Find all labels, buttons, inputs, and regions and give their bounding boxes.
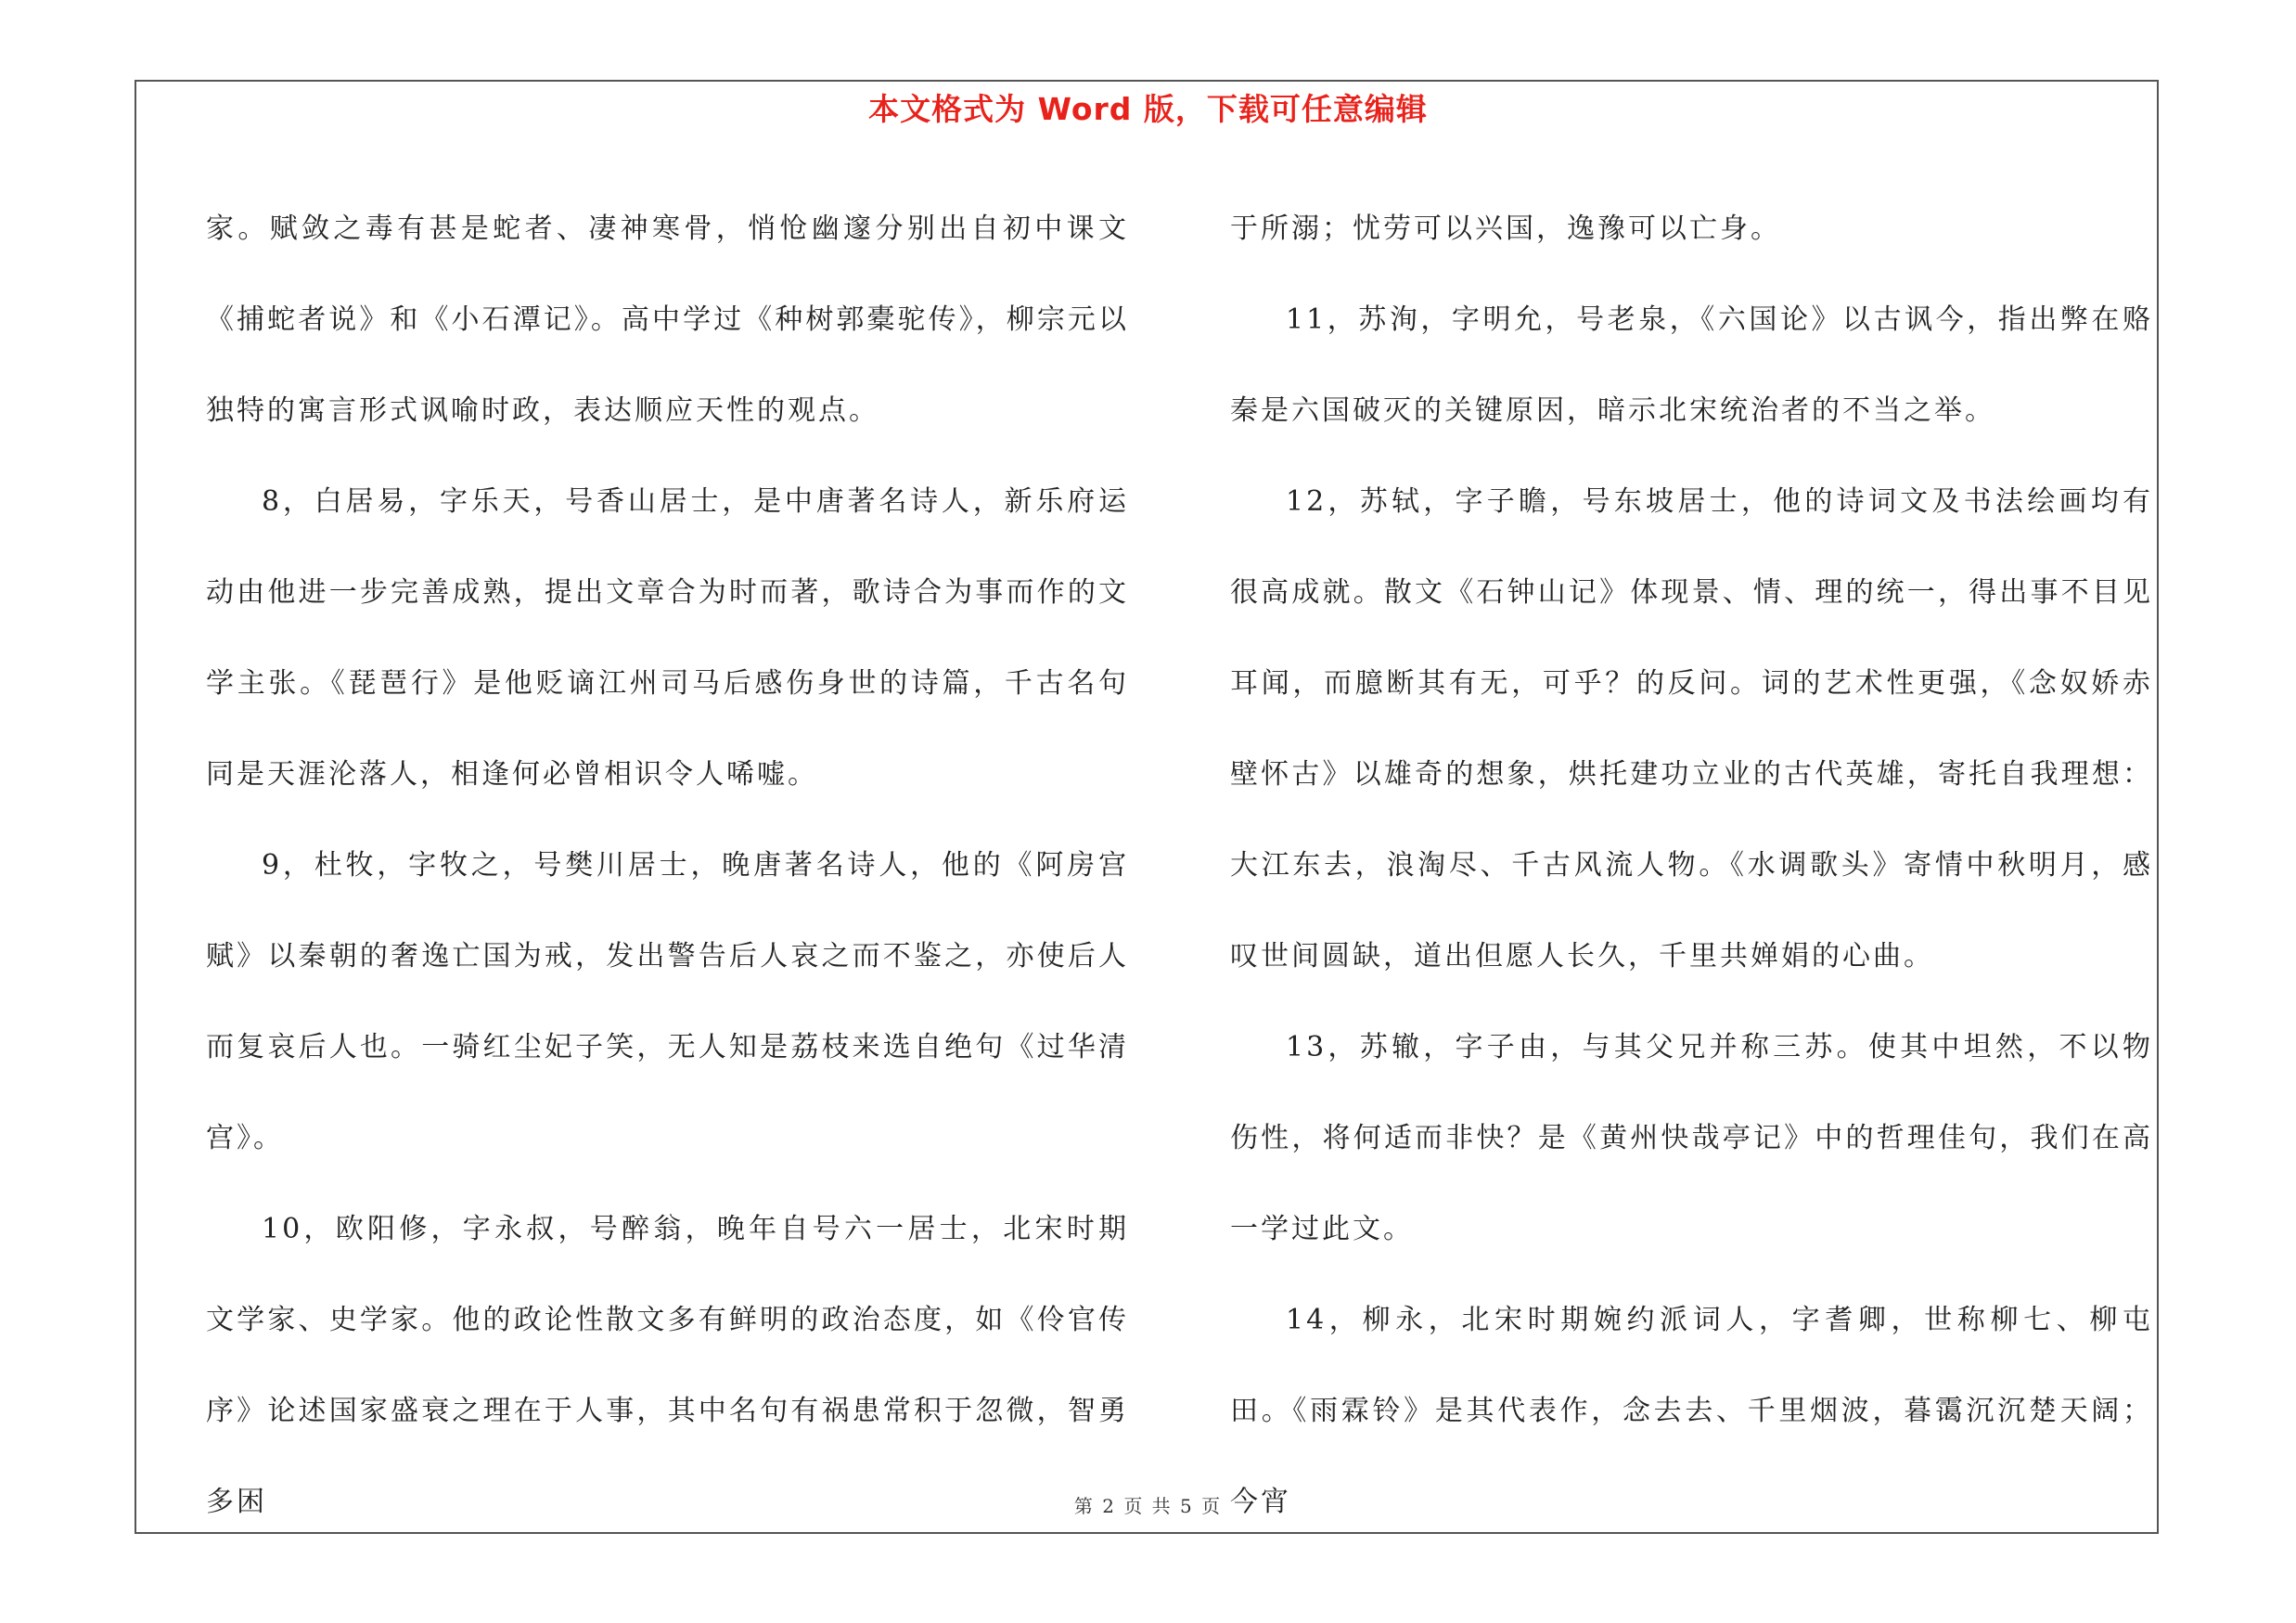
page-number: 第 2 页 共 5 页 bbox=[1073, 1495, 1223, 1517]
right-text-column bbox=[1230, 184, 2153, 1548]
paragraph: 家。赋敛之毒有甚是蛇者、凄神寒骨，悄怆幽邃分别出自初中课文《捕蛇者说》和《小石潭记》。高中学过《种树郭橐驼传》，柳宗元以独特的寓言形式讽喻时政，表达顺应天性的观点。 bbox=[206, 213, 1129, 427]
paragraph: 8，白居易，字乐天，号香山居士，是中唐著名诗人，新乐府运动由他进一步完善成熟，提出文章合为时而著，歌诗合为事而作的文学主张。《琵琶行》是他贬谪江州司马后感伤身世的诗篇，千古名句同是天涯沦落人，相逢何必曾相识令人唏嘘。 bbox=[206, 485, 1129, 791]
paragraph: 11，苏洵，字明允，号老泉，《六国论》以古讽今，指出弊在赂秦是六国破灭的关键原因，暗示北宋统治者的不当之举。 bbox=[1230, 303, 2153, 427]
left-text-column bbox=[206, 184, 1129, 1548]
paragraph: 12，苏轼，字子瞻，号东坡居士，他的诗词文及书法绘画均有很高成就。散文《石钟山记》体现景、情、理的统一，得出事不目见耳闻，而臆断其有无，可乎？的反问。词的艺术性更强，《念奴娇赤壁怀古》以雄奇的想象，烘托建功立业的古代英雄，寄托自我理想：大江东去，浪淘尽、千古风流人物。《水调歌头》寄情中秋明月，感叹世间圆缺，道出但愿人长久，千里共婵娟的心曲。 bbox=[1230, 485, 2153, 973]
paragraph: 于所溺；忧劳可以兴国，逸豫可以亡身。 bbox=[1230, 213, 1781, 245]
paragraph: 14，柳永，北宋时期婉约派词人，字耆卿，世称柳七、柳屯田。《雨霖铃》是其代表作，念去去、千里烟波，暮霭沉沉楚天阔；今宵 bbox=[1230, 1304, 2153, 1518]
paragraph: 13，苏辙，字子由，与其父兄并称三苏。使其中坦然，不以物伤性，将何适而非快？是《黄州快哉亭记》中的哲理佳句，我们在高一学过此文。 bbox=[1230, 1031, 2153, 1245]
paragraph: 10，欧阳修，字永叔，号醉翁，晚年自号六一居士，北宋时期文学家、史学家。他的政论性散文多有鲜明的政治态度，如《伶官传序》论述国家盛衰之理在于人事，其中名句有祸患常积于忽微，智勇多困 bbox=[206, 1213, 1129, 1518]
paragraph: 9，杜牧，字牧之，号樊川居士，晚唐著名诗人，他的《阿房宫赋》以秦朝的奢逸亡国为戒，发出警告后人哀之而不鉴之，亦使后人而复哀后人也。一骑红尘妃子笑，无人知是荔枝来选自绝句《过华清宫》。 bbox=[206, 849, 1129, 1154]
document-banner: 本文格式为 Word 版，下载可任意编辑 bbox=[868, 91, 1428, 127]
